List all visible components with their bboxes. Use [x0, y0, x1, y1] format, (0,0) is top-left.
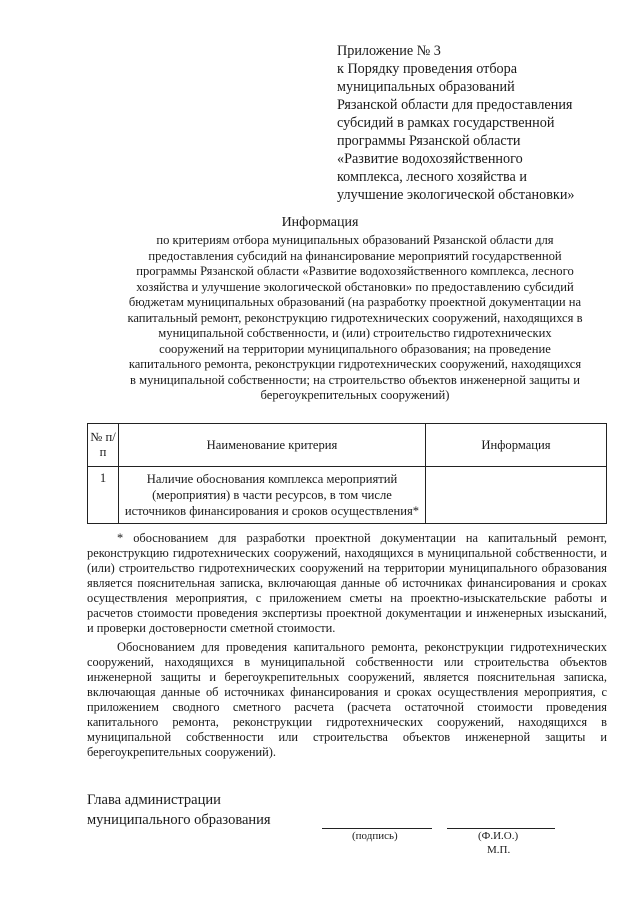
subtitle-line: капитальный ремонт, реконструкцию гидротехнических сооружений, находящихся в	[127, 310, 583, 325]
document-subtitle	[100, 233, 610, 404]
signer-title-line2: муниципального образования	[87, 812, 271, 828]
appendix-line: к Порядку проведения отбора	[337, 61, 518, 77]
table-header-row	[88, 424, 607, 467]
appendix-header	[337, 42, 612, 204]
document-title: Информация	[281, 215, 359, 230]
subtitle-line: бюджетам муниципальных образований (на разработку проектной документации на	[128, 295, 582, 309]
appendix-line: Рязанской области для предоставления	[337, 97, 573, 113]
subtitle-line: берегоукрепительных сооружений)	[260, 388, 450, 402]
table-row	[88, 467, 607, 524]
subtitle-line: муниципальной собственности, и (или) строительство гидротехнических	[158, 326, 552, 340]
justification-paragraph: Обоснованием для проведения капитального ремонта, реконструкции гидротехнических сооружений, находящихся в муниципальной собственности или строительства объектов инженерной защиты и берегоукрепительных сооружений, является пояснительная записка, включающая данные об источниках финансирования и сроках осуществления мероприятия, с приложением сводного сметного расчета (расчета остаточной стоимости проведения капитального ремонта, реконструкции гидротехнических сооружений, находящихся в муниципальной собственности или строительства объектов инженерной защиты и берегоукрепительных сооружений).	[87, 640, 607, 759]
signature-line	[322, 828, 432, 829]
stamp-label: М.П.	[487, 844, 511, 856]
header-number: № п/п	[88, 424, 119, 467]
notes-section	[87, 531, 607, 760]
subtitle-line: хозяйства и улучшение экологической обстановки» по предоставлению субсидий	[136, 279, 574, 294]
subtitle-line: в муниципальной собственности; на строительство объектов инженерной защиты и	[130, 372, 580, 387]
signature-label: (подпись)	[352, 830, 398, 842]
appendix-line: муниципальных образований	[337, 79, 515, 95]
name-line	[447, 828, 555, 829]
appendix-line: комплекса, лесного хозяйства и	[337, 169, 527, 185]
subtitle-line: капитального ремонта, реконструкции гидротехнических сооружений, находящихся	[128, 357, 582, 371]
signer-title-line1: Глава администрации	[87, 792, 221, 808]
appendix-line: «Развитие водохозяйственного	[337, 151, 523, 167]
appendix-line: субсидий в рамках государственной	[337, 115, 555, 131]
header-criterion: Наименование критерия	[119, 424, 426, 467]
appendix-line: программы Рязанской области	[337, 133, 521, 149]
row-information	[426, 467, 607, 524]
row-criterion: Наличие обоснования комплекса мероприятий (мероприятия) в части ресурсов, в том числе источников финансирования и сроков осуществления*	[119, 467, 426, 524]
name-label: (Ф.И.О.)	[478, 830, 519, 842]
criteria-table	[87, 423, 607, 524]
row-number: 1	[88, 467, 119, 524]
subtitle-line: сооружений на территории муниципального образования; на проведение	[159, 341, 551, 356]
subtitle-line: предоставления субсидий на финансирование мероприятий государственной	[148, 248, 562, 263]
subtitle-line: программы Рязанской области «Развитие водохозяйственного комплекса, лесного	[136, 264, 574, 278]
appendix-line: Приложение № 3	[337, 43, 441, 59]
appendix-line: улучшение экологической обстановки»	[337, 187, 575, 203]
subtitle-line: по критериям отбора муниципальных образований Рязанской области для	[156, 233, 554, 247]
footnote-text: * обоснованием для разработки проектной документации на капитальный ремонт, реконструкцию гидротехнических сооружений, находящихся в муниципальной собственности, и (или) строительство гидротехнических сооружений на территории муниципального образования является пояснительная записка, включающая данные об источниках финансирования и сроках осуществления мероприятия, с приложением сметы на проектно-изыскательские работы и расчетов стоимости проведения экспертизы проектной документации и инженерных изысканий, и проверки достоверности сметной стоимости.	[87, 531, 607, 635]
signature-block	[87, 790, 271, 830]
header-information: Информация	[426, 424, 607, 467]
